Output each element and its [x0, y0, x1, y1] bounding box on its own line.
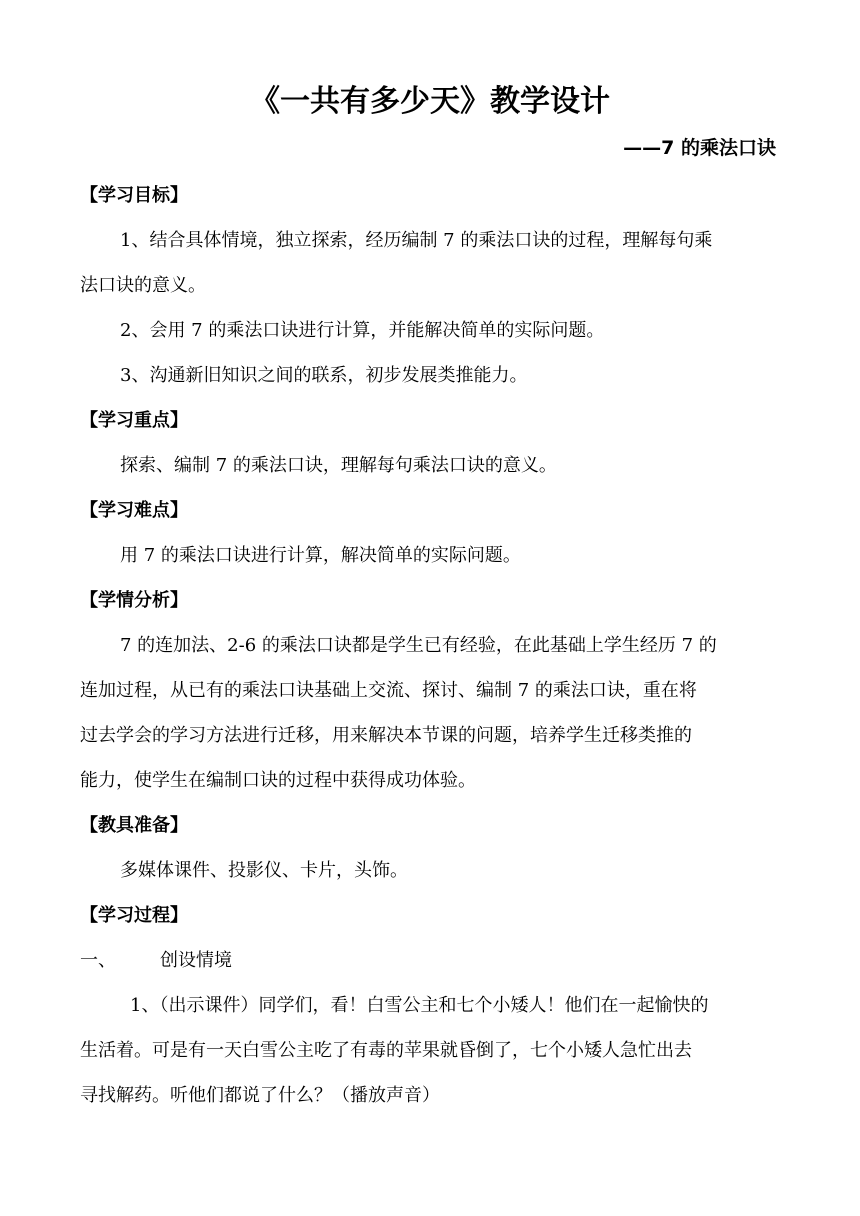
process-step-1-title: 创设情境 [160, 950, 232, 971]
objective-1-line-2: 法口诀的意义。 [80, 275, 206, 296]
process-step-1-number: 一、 [80, 950, 116, 971]
process-paragraph-1-line-2: 生活着。可是有一天白雪公主吃了有毒的苹果就昏倒了，七个小矮人急忙出去 [80, 1040, 692, 1061]
analysis-line-4: 能力，使学生在编制口诀的过程中获得成功体验。 [80, 770, 476, 791]
analysis-line-2: 连加过程，从已有的乘法口诀基础上交流、探讨、编制 7 的乘法口诀，重在将 [80, 680, 697, 701]
heading-materials: 【教具准备】 [80, 815, 188, 836]
heading-key-points: 【学习重点】 [80, 410, 188, 431]
heading-objectives: 【学习目标】 [80, 185, 188, 206]
objective-3: 3、沟通新旧知识之间的联系，初步发展类推能力。 [120, 365, 528, 386]
heading-process: 【学习过程】 [80, 905, 188, 926]
document-title: 《一共有多少天》教学设计 [250, 84, 610, 119]
heading-difficulties: 【学习难点】 [80, 500, 188, 521]
analysis-line-3: 过去学会的学习方法进行迁移，用来解决本节课的问题，培养学生迁移类推的 [80, 725, 692, 746]
analysis-line-1: 7 的连加法、2-6 的乘法口诀都是学生已有经验，在此基础上学生经历 7 的 [120, 635, 717, 656]
objective-2: 2、会用 7 的乘法口诀进行计算，并能解决简单的实际问题。 [120, 320, 605, 341]
process-paragraph-1-line-1: 1、（出示课件）同学们，看！白雪公主和七个小矮人！他们在一起愉快的 [130, 995, 709, 1016]
key-points-text: 探索、编制 7 的乘法口诀，理解每句乘法口诀的意义。 [120, 455, 557, 476]
document-subtitle: ——7 的乘法口诀 [623, 137, 776, 159]
difficulties-text: 用 7 的乘法口诀进行计算，解决简单的实际问题。 [120, 545, 521, 566]
objective-1-line-1: 1、结合具体情境，独立探索，经历编制 7 的乘法口诀的过程，理解每句乘 [120, 230, 713, 251]
materials-text: 多媒体课件、投影仪、卡片，头饰。 [120, 860, 408, 881]
process-paragraph-1-line-3: 寻找解药。听他们都说了什么？（播放声音） [80, 1085, 440, 1106]
heading-analysis: 【学情分析】 [80, 590, 188, 611]
